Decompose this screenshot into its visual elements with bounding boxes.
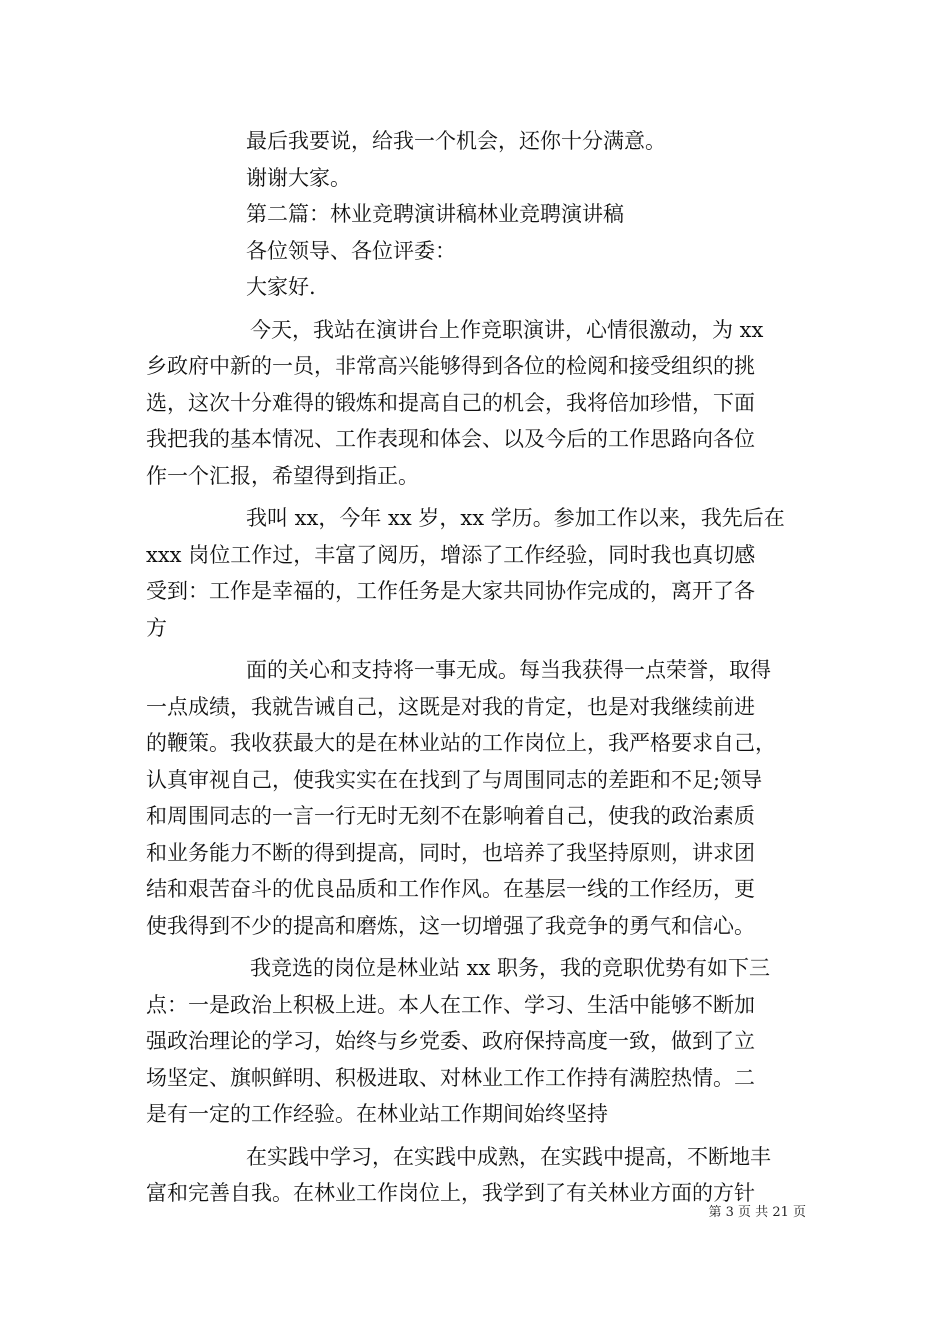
text-line: 最后我要说，给我一个机会，还你十分满意。 [246, 129, 666, 153]
text-line: 强政治理论的学习，始终与乡党委、政府保持高度一致，做到了立 [146, 1029, 755, 1053]
text-line: 选，这次十分难得的锻炼和提高自己的机会，我将倍加珍惜，下面 [146, 390, 755, 415]
text-line: 结和艰苦奋斗的优良品质和工作作风。在基层一线的工作经历，更 [146, 877, 755, 901]
text-line: 面的关心和支持将一事无成。每当我获得一点荣誉，取得 [246, 658, 771, 682]
text-line: 一点成绩，我就告诫自己，这既是对我的肯定，也是对我继续前进 [146, 694, 755, 719]
text-line: 我竞选的岗位是林业站 xx 职务，我的竞职优势有如下三 [250, 956, 771, 980]
text-line: 是有一定的工作经验。在林业站工作期间始终坚持 [146, 1102, 608, 1126]
text-line: 方 [146, 615, 167, 640]
text-line: 我叫 xx，今年 xx 岁，xx 学历。参加工作以来，我先后在 [246, 506, 785, 530]
salutation: 各位领导、各位评委： [246, 238, 456, 263]
text-line: 我把我的基本情况、工作表现和体会、以及今后的工作思路向各位 [146, 427, 755, 451]
text-line: 点：一是政治上积极上进。本人在工作、学习、生活中能够不断加 [146, 992, 755, 1017]
text-line: 和业务能力不断的得到提高，同时，也培养了我坚持原则，讲求团 [146, 840, 755, 865]
text-line: 乡政府中新的一员，非常高兴能够得到各位的检阅和接受组织的挑 [146, 354, 755, 378]
text-line: 谢谢大家。 [246, 165, 351, 190]
text-line: 富和完善自我。在林业工作岗位上，我学到了有关林业方面的方针 [146, 1181, 755, 1205]
text-line: 作一个汇报，希望得到指正。 [146, 463, 419, 488]
section-heading: 第二篇：林业竞聘演讲稿林业竞聘演讲稿 [246, 202, 624, 226]
text-line: 使我得到不少的提高和磨炼，这一切增强了我竞争的勇气和信心。 [146, 913, 755, 938]
text-line: 的鞭策。我收获最大的是在林业站的工作岗位上，我严格要求自己， [146, 731, 776, 755]
text-line: 认真审视自己，使我实实在在找到了与周围同志的差距和不足;领导 [146, 767, 763, 792]
body-text [146, 123, 806, 1212]
greeting: 大家好. [246, 275, 316, 299]
text-line: 场坚定、旗帜鲜明、积极进取、对林业工作工作持有满腔热情。二 [146, 1065, 755, 1090]
text-line: 和周围同志的一言一行无时无刻不在影响着自己，使我的政治素质 [146, 804, 755, 828]
text-line: 在实践中学习，在实践中成熟，在实践中提高，不断地丰 [246, 1144, 771, 1169]
page-number: 第 3 页 共 21 页 [708, 1205, 806, 1220]
text-line: 今天，我站在演讲台上作竞职演讲，心情很激动，为 xx [250, 317, 764, 342]
text-line: xxx 岗位工作过，丰富了阅历，增添了工作经验，同时我也真切感 [146, 542, 756, 567]
text-line: 受到：工作是幸福的，工作任务是大家共同协作完成的，离开了各 [146, 579, 755, 603]
